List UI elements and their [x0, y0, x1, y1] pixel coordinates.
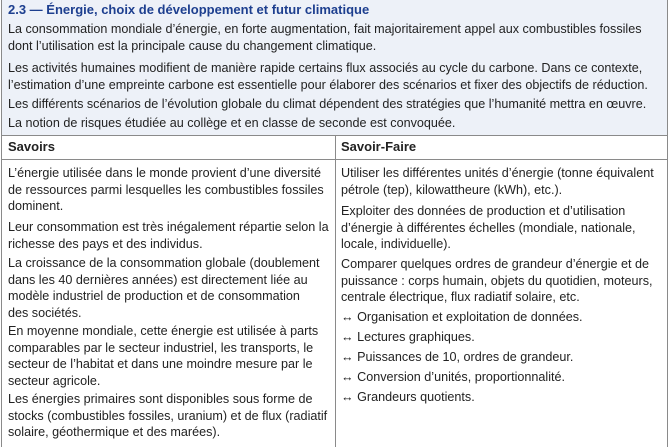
savoir-faire-link-1: ↔ Organisation et exploitation de données.: [341, 310, 583, 324]
savoir-faire-item-3: Comparer quelques ordres de grandeur d’énergie et de puissance : corps humain, objets du quotidien, moteurs, centrale électrique, flux radiatif solaire, etc.: [341, 257, 653, 304]
savoir-item-3: La croissance de la consommation globale (doublement dans les 40 dernières années) est directement liée au modèle industriel de production et de consommation des sociétés.: [8, 256, 320, 320]
savoir-faire-link-3: ↔ Puissances de 10, ordres de grandeur.: [341, 350, 574, 364]
column-header-savoir-faire: Savoir-Faire: [341, 139, 417, 154]
savoir-faire-link-5: ↔ Grandeurs quotients.: [341, 390, 475, 404]
intro-paragraph-3: Les différents scénarios de l’évolution globale du climat dépendent des stratégies que l’humanité mettra en œuvre.: [8, 97, 647, 111]
savoir-item-1: L’énergie utilisée dans le monde provient d’une diversité de ressources parmi lesquelles les combustibles fossiles dominent.: [8, 166, 324, 213]
curriculum-section: [1, 0, 668, 447]
column-header-savoirs: Savoirs: [8, 139, 55, 154]
savoir-item-5: Les énergies primaires sont disponibles sous forme de stocks (combustibles fossiles, uranium) et de flux (radiatif solaire, géothermique et des marées).: [8, 392, 328, 439]
savoir-faire-item-1: Utiliser les différentes unités d’énergie (tonne équivalent pétrole (tep), kilowattheure (kWh), etc.).: [341, 166, 654, 197]
intro-paragraph-4: La notion de risques étudiée au collège et en classe de seconde est convoquée.: [8, 116, 456, 130]
section-title: 2.3 — Énergie, choix de développement et futur climatique: [8, 2, 370, 17]
savoir-faire-link-2: ↔ Lectures graphiques.: [341, 330, 475, 344]
column-divider: [335, 136, 336, 447]
savoir-item-2: Leur consommation est très inégalement répartie selon la richesse des pays et des individus.: [8, 220, 329, 251]
section-header: [2, 0, 667, 136]
savoir-faire-link-4: ↔ Conversion d’unités, proportionnalité.: [341, 370, 566, 384]
intro-paragraph-2: Les activités humaines modifient de manière rapide certains flux associés au cycle du carbone. Dans ce contexte, l’estimation d’une empreinte carbone est essentielle pour élaborer des scénarios et fixer des objectifs de réduction.: [8, 61, 648, 92]
savoir-faire-item-2: Exploiter des données de production et d’utilisation d’énergie à différentes échelles (mondiale, nationale, locale, individuelle).: [341, 204, 636, 251]
intro-paragraph-1: La consommation mondiale d’énergie, en forte augmentation, fait majoritairement appel aux combustibles fossiles dont l’utilisation est la principale cause du changement climatique.: [8, 22, 642, 53]
savoir-item-4: En moyenne mondiale, cette énergie est utilisée à parts comparables par le secteur industriel, les transports, le secteur de l’habitat et dans une moindre mesure par le secteur agricole.: [8, 324, 319, 388]
